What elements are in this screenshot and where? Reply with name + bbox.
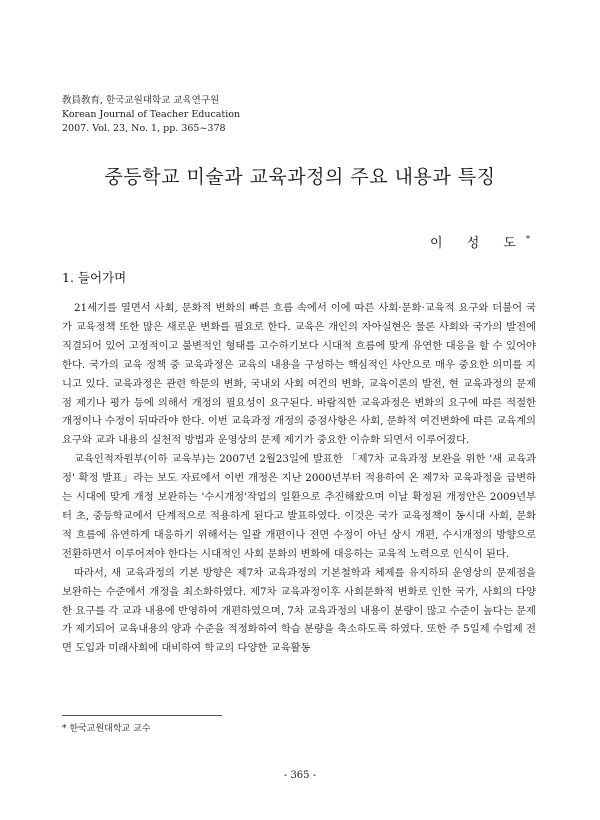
paper-title: 중등학교 미술과 교육과정의 주요 내용과 특징 [104,166,496,188]
journal-citation: 2007. Vol. 23, No. 1, pp. 365~378 [62,123,226,134]
author-line [430,232,530,251]
paragraph: 따라서, 새 교육과정의 기본 방향은 제7차 교육과정의 기본철학과 체제를 유지하되 운영상의 문제점을 보완하는 수준에서 개정을 최소화하였다. 제7차 교육과정이후 사회문화적 변화로 인한 국가, 사회의 다양한 요구를 각 교과 내용에 반영하여 개편하였으며, 7차 교육과정의 내용이 분량이 많고 수준이 높다는 문제가 제기되어 교육내용의 양과 수준을 적정화하여 학습 분량을 축소하도록 하였다. 또한 주 5일제 수업제 전면 도입과 미래사회에 대비하여 학교의 다양한 교육활동 [62,566,536,655]
paragraph: 21세기를 열면서 사회, 문화적 변화의 빠른 흐름 속에서 이에 따른 사회·문화·교육적 요구와 더불어 국가 교육정책 또한 많은 새로운 변화를 필요로 한다. 교육은 개인의 자아실현은 물론 사회와 국가의 발전에 직결되어 있어 고정적이고 불변적인 형태를 고수하기보다 시대적 흐름에 맞게 유연한 대응을 할 수 있어야 한다. 국가의 교육 정책 중 교육과정은 교육의 내용을 구성하는 핵심적인 사안으로 매우 중요한 의미를 지니고 있다. 교육과정은 관련 학문의 변화, 국내외 사회 여건의 변화, 교육이론의 발전, 현 교육과정의 문제점 제기나 평가 등에 의해서 개정의 필요성이 요구된다. 바람직한 교육과정은 변화의 요구에 따른 적절한 개정이나 수정이 뒤따라야 한다. 이번 교육과정 개정의 중점사항은 사회, 문화적 여건변화에 따른 교육계의 요구와 교과 내용의 실천적 방법과 운영상의 문제 제기가 중요한 이슈화 되면서 이루어졌다. [62,302,536,447]
journal-english-name: Korean Journal of Teacher Education [62,109,241,120]
journal-korean-name: 敎員敎育, 한국교원대학교 교육연구원 [62,95,220,106]
footnote-divider [62,715,222,716]
author-name: 이 성 도 [430,236,526,251]
footnote: * 한국교원대학교 교수 [62,724,151,734]
author-footnote-mark: * [526,234,530,244]
paragraph: 교육인적자원부(이하 교육부)는 2007년 2월23일에 발표한 「제7차 교육과정 보완을 위한 '새 교육과정' 확정 발표」라는 보도 자료에서 이번 개정은 지난 2000년부터 적용하여 온 제7차 교육과정을 급변하는 시대에 맞게 개정 보완하는 '수시개정'작업의 일환으로 추진해왔으며 이날 확정된 개정안은 2009년부터 초, 중등학교에서 단계적으로 적용하게 된다고 발표하였다. 이것은 국가 교육정책이 동시대 사회, 문화적 흐름에 유연하게 대응하기 위해서는 일괄 개편이나 전면 수정이 아닌 상시 개편, 수시개정의 방향으로 전환하면서 이루어져야 한다는 시대적인 사회 문화의 변화에 대응하는 교육적 노력으로 인식이 된다. [62,453,536,560]
body-text [62,299,536,658]
section-heading: 1. 들어가며 [62,270,127,285]
journal-header [62,94,240,136]
page-number: - 365 - [283,770,317,781]
